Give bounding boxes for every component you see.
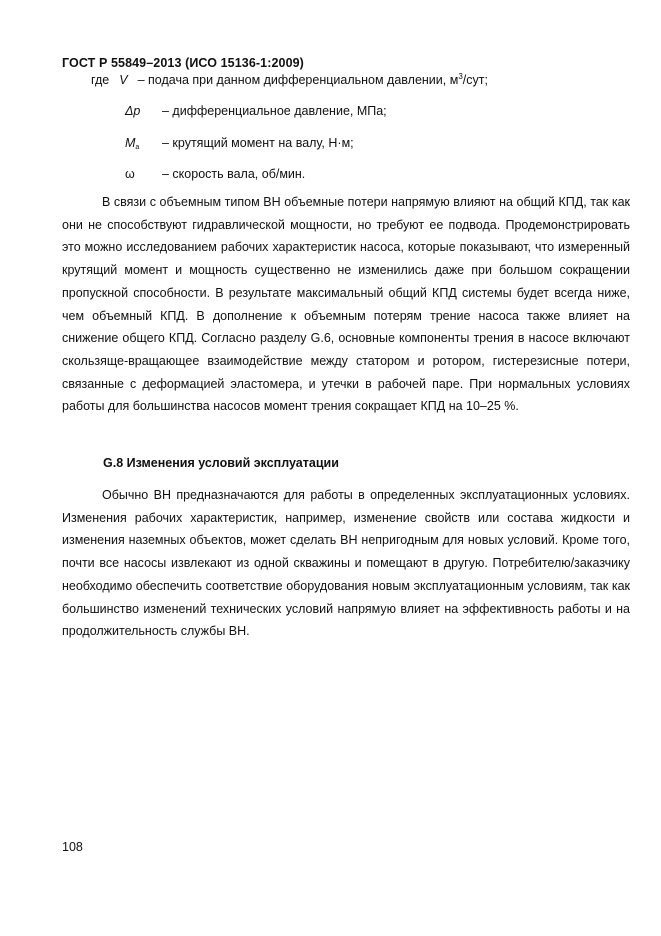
legend-where: где <box>91 73 110 88</box>
definition-subscript: a <box>135 144 140 151</box>
legend-text-v-end: /сут; <box>462 73 488 88</box>
formula-legend-intro <box>91 72 488 87</box>
definition-text: – дифференциальное давление, МПа; <box>162 104 387 118</box>
legend-symbol-v: V <box>119 73 128 88</box>
definition-text: – скорость вала, об/мин. <box>162 167 306 181</box>
section-heading: G.8 Изменения условий эксплуатации <box>103 456 339 470</box>
body-paragraph-2: Обычно ВН предназначаются для работы в определенных эксплуатационных условиях. Изменения рабочих характеристик, например, изменение свойств или состава жидкости и изменения наземных объектов, может сделать ВН непригодным для новых условий. Кроме того, почти все насосы извлекают из одной скважины и помещают в другую. Потребителю/заказчику необходимо обеспечить соответствие оборудования новым эксплуатационным условиям, так как большинство изменений технических условий напрямую влияет на эффективность работы и на продолжительность службы ВН. <box>62 488 630 639</box>
body-paragraph-1: В связи с объемным типом ВН объемные потери напрямую влияют на общий КПД, так как они не способствуют гидравлической мощности, но требуют ее подвода. Продемонстрировать это можно исследованием рабочих характеристик насоса, которые показывают, что измеренный крутящий момент и мощность существенно не изменились даже при большом сокращении пропускной способности. В результате максимальный общий КПД системы будет всегда ниже, чем объемный КПД. В дополнение к объемным потерям трение насоса также влияет на снижение общего КПД. Согласно разделу G.6, основные компоненты трения в насосе включают скользяще-вращающее взаимодействие между статором и ротором, гистерезисные потери, связанные с деформацией эластомера, и утечки в рабочей паре. При нормальных условиях работы для большинства насосов момент трения сокращает КПД на 10–25 %. <box>62 195 630 414</box>
legend-sup: 3 <box>458 72 463 81</box>
definition-text: – крутящий момент на валу, Н·м; <box>162 136 354 150</box>
definition-symbol: Δp <box>125 104 141 118</box>
definition-symbol: Ma <box>125 136 140 151</box>
legend-dash: – <box>137 73 145 88</box>
legend-text-v: подача при данном дифференциальном давлении, м <box>148 73 459 88</box>
document-header: ГОСТ Р 55849–2013 (ИСО 15136-1:2009) <box>62 56 304 70</box>
page-number: 108 <box>62 840 83 854</box>
definition-symbol: ω <box>125 167 135 181</box>
